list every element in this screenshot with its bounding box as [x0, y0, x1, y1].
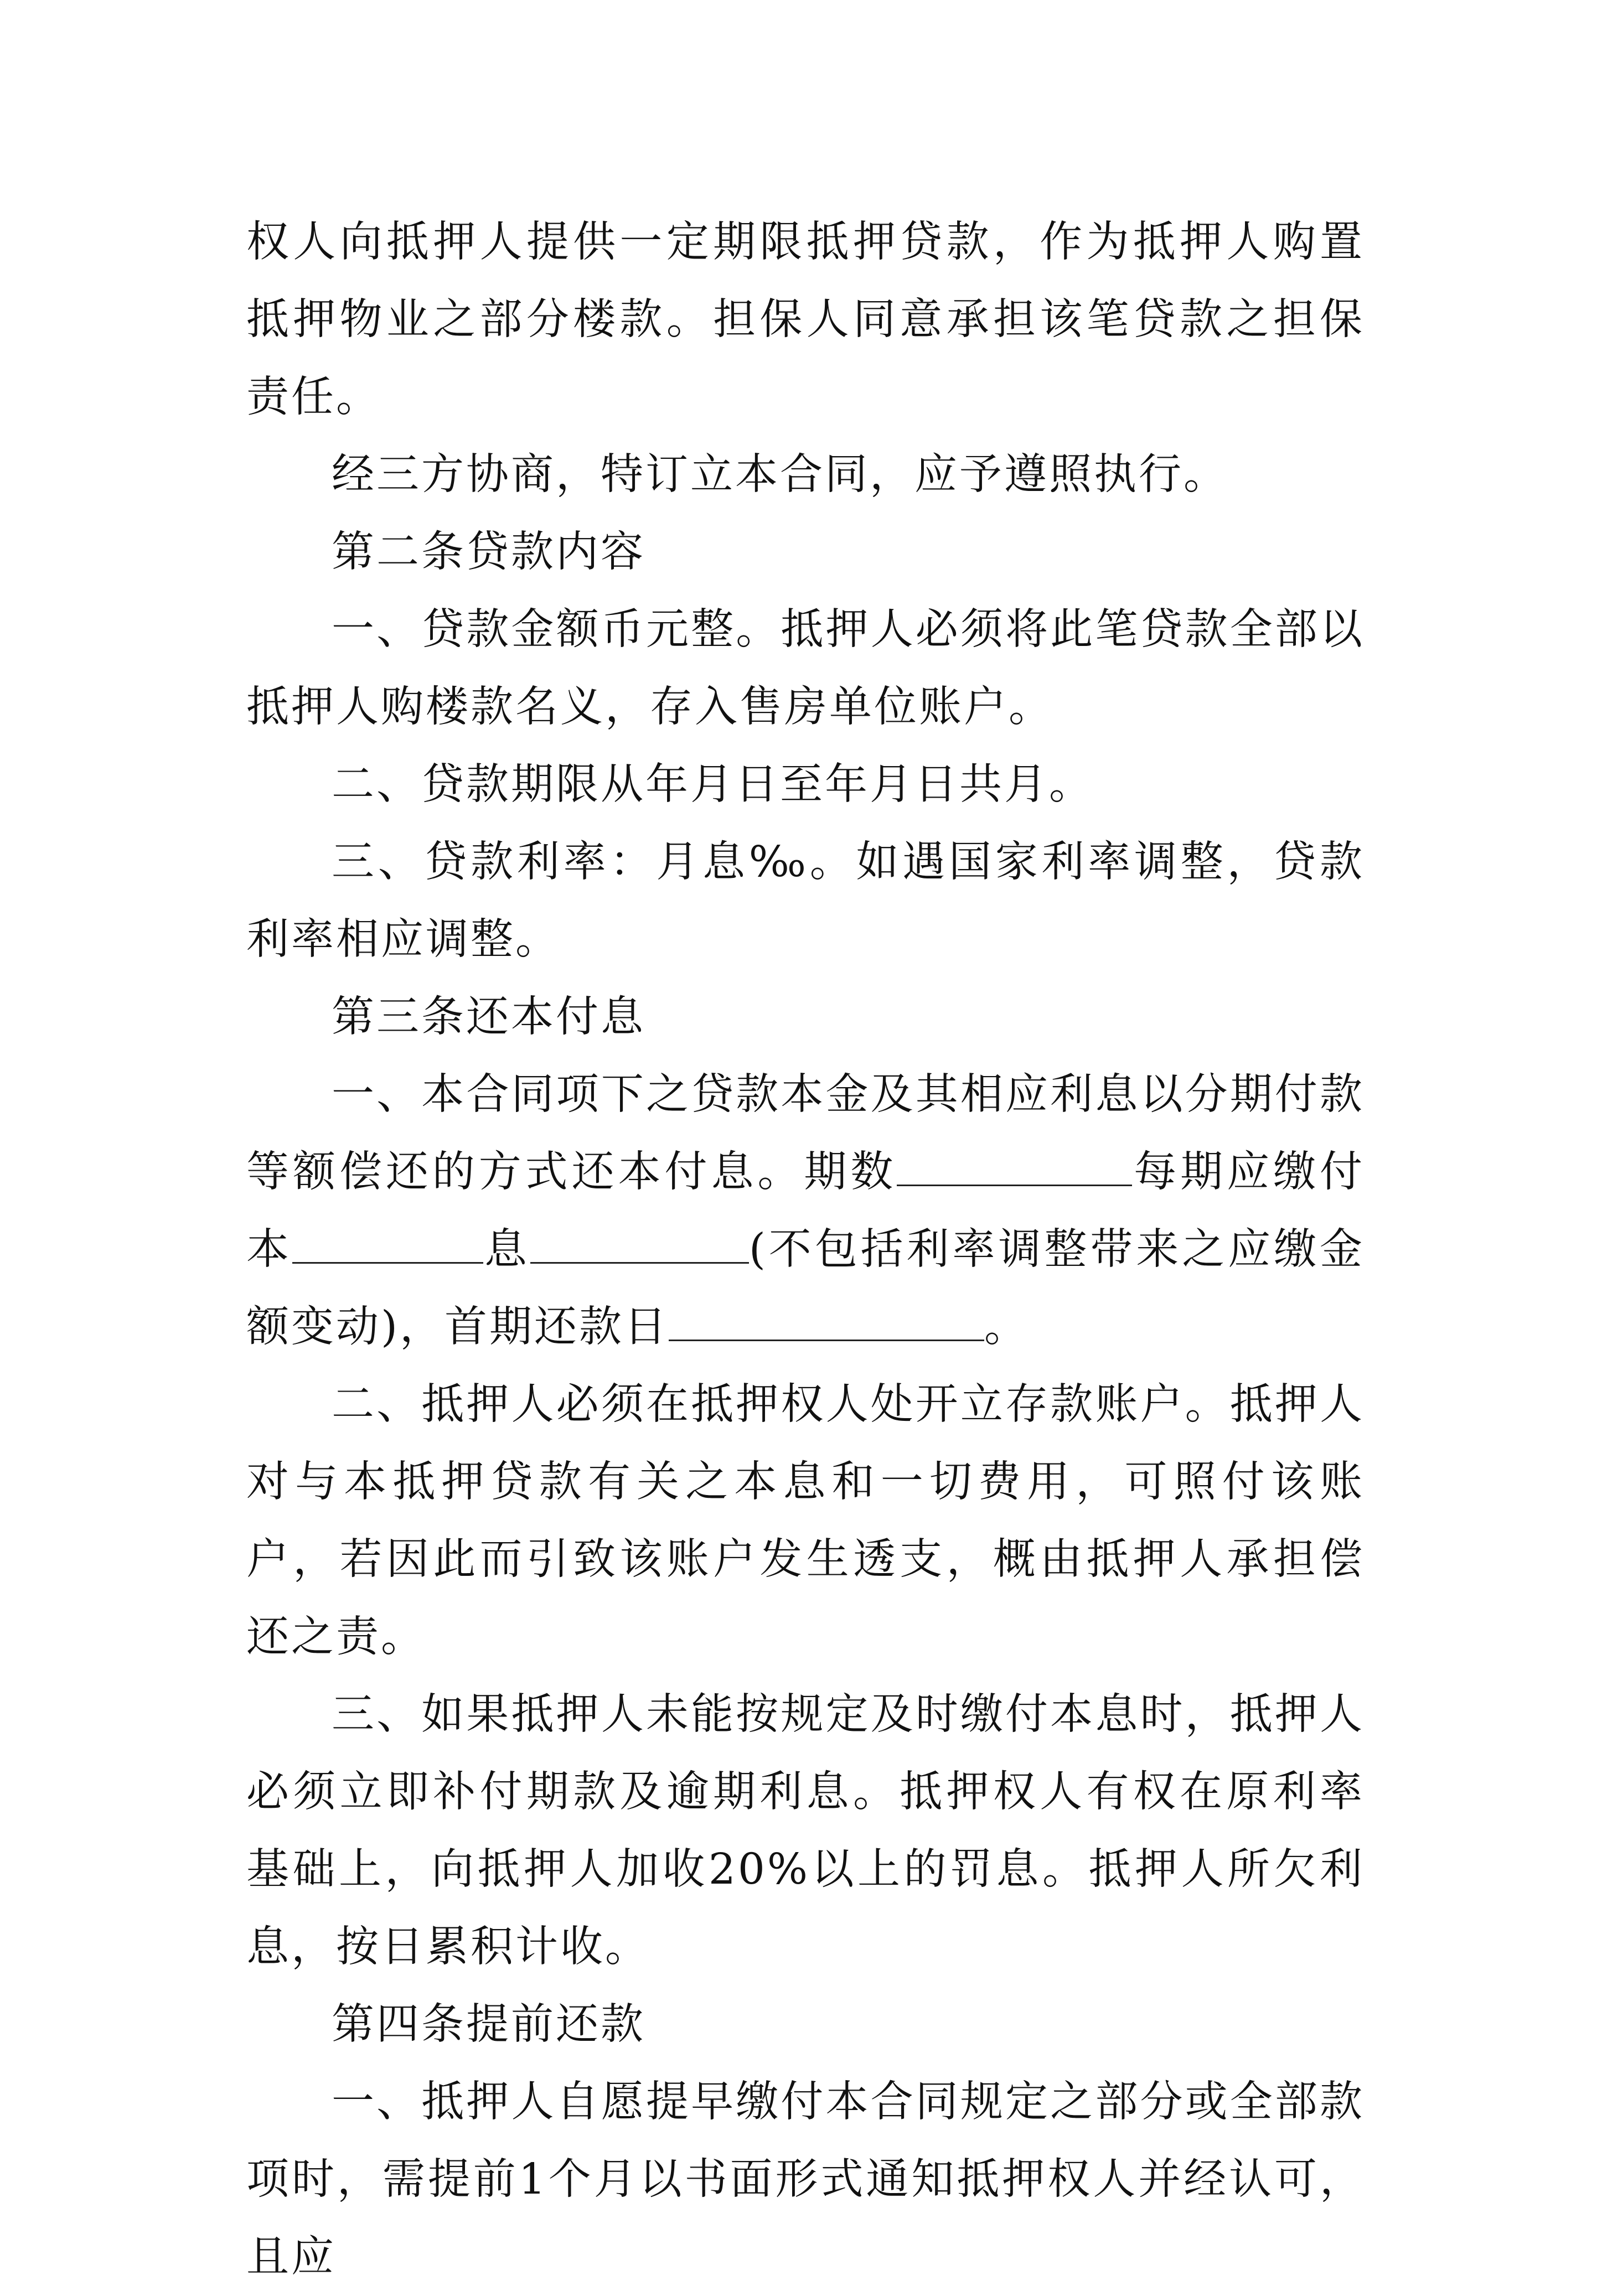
article-3-clause-1	[246, 1056, 1365, 1366]
article-3-heading: 第三条还本付息	[332, 992, 645, 1042]
article-2-clause-3: 三、贷款利率：月息‰。如遇国家利率调整，贷款利率相应调整。	[246, 837, 1365, 964]
clause-text-first-date: (不包括利率调整带来之应缴金额变动)，首期还款日	[246, 1225, 1365, 1352]
article-2-clause-1: 一、贷款金额币元整。抵押人必须将此笔贷款全部以抵押人购楼款名义，存入售房单位账户。	[246, 605, 1365, 732]
interest-blank	[530, 1229, 749, 1264]
article-3-clause-3: 三、如果抵押人未能按规定及时缴付本息时，抵押人必须立即补付期款及逾期利息。抵押权人有权在原利率基础上，向抵押人加收20%以上的罚息。抵押人所欠利息，按日累积计收。	[246, 1690, 1365, 1972]
document-body	[246, 204, 1365, 2296]
paragraph-agreement: 经三方协商，特订立本合同，应予遵照执行。	[332, 450, 1228, 499]
installments-blank	[897, 1151, 1132, 1186]
clause-text-interest: 息	[483, 1225, 530, 1274]
article-2-clause-2: 二、贷款期限从年月日至年月日共月。	[332, 760, 1094, 809]
article-4-heading: 第四条提前还款	[332, 2000, 645, 2049]
article-3-clause-2: 二、抵押人必须在抵押权人处开立存款账户。抵押人对与本抵押贷款有关之本息和一切费用，可照付该账户，若因此而引致该账户发生透支，概由抵押人承担偿还之责。	[246, 1380, 1365, 1662]
paragraph-intro-continued: 权人向抵押人提供一定期限抵押贷款，作为抵押人购置抵押物业之部分楼款。担保人同意承担该笔贷款之担保责任。	[246, 218, 1365, 422]
clause-text-installments: 一、本合同项下之贷款本金及其相应利息以分期付款等额偿还的方式还本付息。期数	[246, 1070, 1365, 1197]
principal-blank	[292, 1229, 483, 1264]
article-2-heading: 第二条贷款内容	[332, 528, 645, 577]
first-repayment-date-blank	[669, 1306, 984, 1341]
article-4-clause-1: 一、抵押人自愿提早缴付本合同规定之部分或全部款项时，需提前1个月以书面形式通知抵押权人并经认可，且应	[246, 2077, 1365, 2282]
clause-text-end: 。	[984, 1302, 1030, 1352]
clause-text-principal: 每期应缴付本	[246, 1147, 1365, 1274]
